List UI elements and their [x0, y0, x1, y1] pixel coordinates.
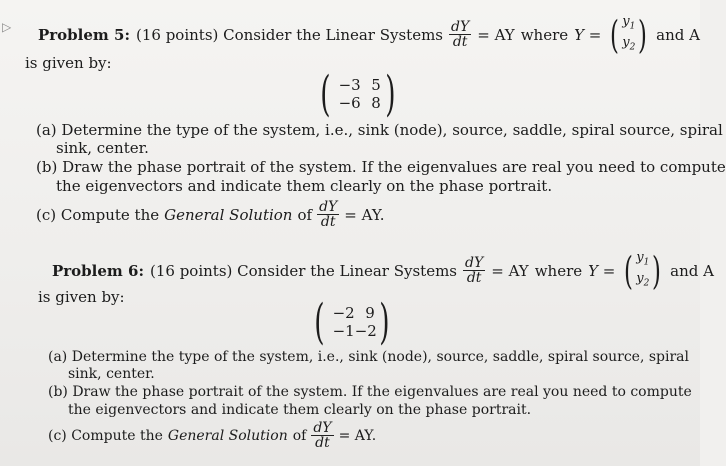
problem-6-matrix: ( −2 9 −1 −2 )	[314, 294, 390, 350]
where-text: where	[520, 25, 569, 44]
problem-5-part-a: (a) Determine the type of the system, i.e., sink (node), source, saddle, spiral source, spiral	[36, 121, 723, 139]
derivative-fraction	[449, 20, 471, 49]
derivative-fraction	[311, 421, 333, 450]
problem-6-part-b-cont: the eigenvectors and indicate them clearly on the phase portrait.	[68, 402, 532, 418]
corner-arrow-icon: ▷	[2, 20, 12, 34]
problem-5-heading: Problem 5:	[38, 25, 130, 44]
problem-5-matrix: ( −3 5 −6 8 )	[320, 66, 396, 122]
matrix-cell: −1	[332, 322, 355, 340]
y2-label: y	[636, 270, 644, 286]
equation-rhs: = AY	[491, 261, 529, 280]
problem-5-part-b: (b) Draw the phase portrait of the system. If the eigenvalues are real you need to compute	[36, 158, 726, 176]
of-text: of	[297, 205, 313, 224]
equation-rhs: = AY	[477, 25, 515, 44]
frac-denominator: dt	[320, 214, 336, 230]
y1-sub: 1	[643, 257, 650, 268]
matrix-cell: 5	[371, 76, 381, 94]
problem-6-part-c	[48, 421, 376, 450]
problem-5-part-a-cont: sink, center.	[56, 139, 149, 157]
y-vector-eq: Y =	[588, 261, 616, 280]
derivative-fraction	[317, 200, 339, 229]
frac-numerator: dY	[313, 420, 332, 436]
frac-numerator: dY	[465, 255, 484, 272]
equation-rhs: = AY.	[344, 205, 385, 224]
general-solution-text: General Solution	[167, 427, 288, 444]
and-a-text: and A	[670, 261, 714, 280]
y2-sub: 2	[643, 278, 650, 289]
frac-denominator: dt	[466, 270, 482, 287]
matrix-cell: −2	[332, 304, 355, 322]
frac-numerator: dY	[451, 19, 470, 36]
part-c-text: (c) Compute the	[36, 205, 160, 224]
derivative-fraction	[463, 256, 485, 285]
frac-denominator: dt	[452, 34, 468, 51]
frac-numerator: dY	[319, 199, 338, 215]
problem-6-heading: Problem 6:	[52, 261, 144, 280]
equation-rhs: = AY.	[338, 427, 377, 444]
problem-6-part-b: (b) Draw the phase portrait of the system. If the eigenvalues are real you need to compute	[48, 384, 692, 400]
y1-label: y	[636, 250, 644, 265]
matrix-cell: −2	[354, 322, 377, 340]
general-solution-text: General Solution	[164, 205, 293, 224]
of-text: of	[292, 427, 307, 444]
y-vector-eq: Y =	[574, 25, 602, 44]
y1-sub: 1	[629, 21, 636, 32]
matrix-cell: −6	[338, 94, 361, 112]
problem-6-part-a-cont: sink, center.	[68, 366, 155, 382]
matrix-cell: 8	[371, 94, 381, 112]
problem-5-part-b-cont: the eigenvectors and indicate them clearly on the phase portrait.	[56, 177, 553, 195]
problem-5-given: is given by:	[25, 54, 112, 72]
problem-5-header	[38, 14, 700, 55]
problem-6-header	[52, 250, 714, 291]
problem-5-points: (16 points) Consider the Linear Systems	[136, 25, 444, 44]
problem-6-given: is given by:	[38, 288, 125, 306]
problem-6-points: (16 points) Consider the Linear Systems	[150, 261, 458, 280]
frac-denominator: dt	[315, 435, 330, 451]
y1-label: y	[622, 14, 630, 29]
y-column-vector: ( $y_1$ $y_2$ )	[610, 12, 648, 57]
y-column-vector: ( $y_1$ $y_2$ )	[624, 248, 662, 293]
matrix-cell: 9	[365, 304, 375, 322]
where-text: where	[534, 261, 583, 280]
problem-5-part-c	[36, 200, 385, 229]
part-c-text: (c) Compute the	[48, 427, 163, 444]
matrix-cell: −3	[338, 76, 361, 94]
y2-sub: 2	[629, 42, 636, 53]
problem-6-part-a: (a) Determine the type of the system, i.e., sink (node), source, saddle, spiral source, spiral	[48, 349, 689, 365]
y2-label: y	[622, 34, 630, 50]
and-a-text: and A	[656, 25, 700, 44]
